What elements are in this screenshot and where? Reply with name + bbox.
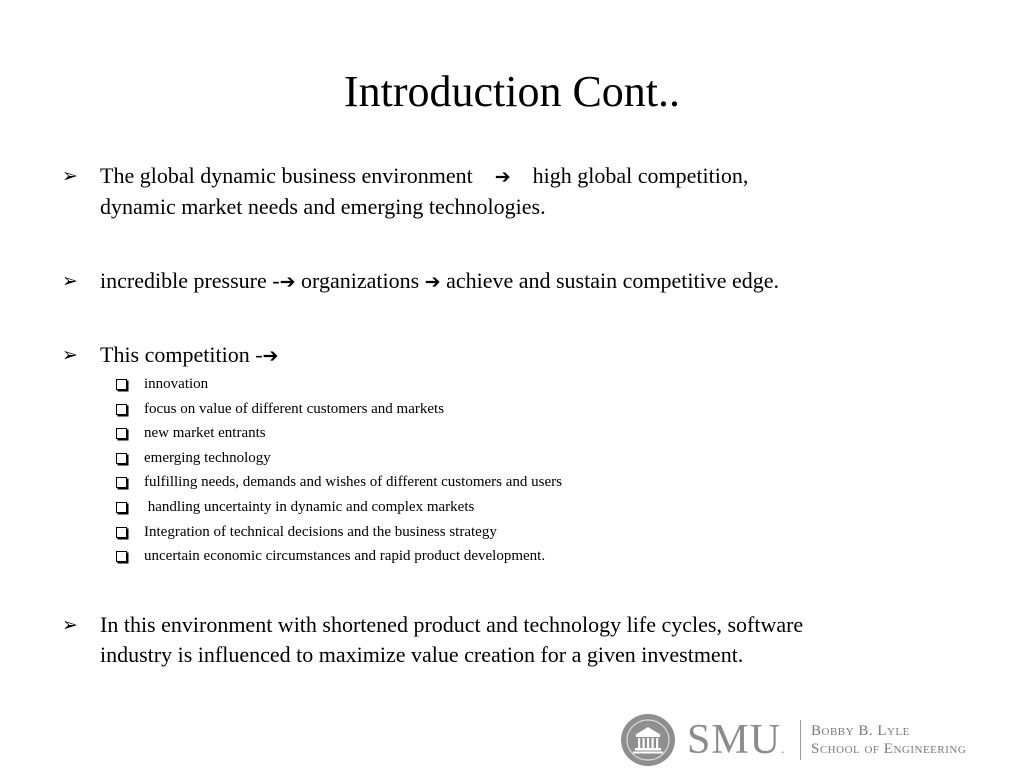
bullet-incredible-pressure (62, 266, 870, 297)
subitem-text: new market entrants (144, 425, 266, 442)
bullet-text: dynamic market needs and emerging technologies. (100, 194, 546, 219)
subitem-text: emerging technology (144, 449, 271, 466)
bullet-text: organizations (295, 268, 425, 293)
checkbox-bullet-icon (116, 379, 127, 390)
list-item (116, 544, 562, 569)
subitem-text: uncertain economic circumstances and rapid product development. (144, 548, 546, 565)
checkbox-bullet-icon (116, 502, 127, 513)
bullet-text: The global dynamic business environment (100, 163, 473, 188)
checkbox-bullet-icon (116, 551, 127, 562)
list-item (116, 421, 562, 446)
smu-wordmark: SMU. (687, 717, 786, 763)
smu-lyle-logo (617, 711, 1024, 767)
bullet-text: In this environment with shortened product and technology life cycles, software industry is influenced to maximize value creation for a given investment. (100, 612, 804, 667)
bullet-this-competition (62, 340, 870, 371)
bullet-text: achieve and sustain competitive edge. (440, 268, 779, 293)
checkbox-bullet-icon (116, 428, 127, 439)
smu-seal-icon (620, 713, 676, 767)
bullet-global-environment (62, 161, 870, 222)
arrowhead-bullet-icon: ➢ (62, 344, 78, 366)
right-arrow-icon: ➔ (262, 345, 279, 367)
checkbox-bullet-icon (116, 404, 127, 415)
school-name-line-2: School of Engineering (811, 741, 967, 757)
school-name-line-1: Bobby B. Lyle (811, 723, 910, 739)
arrowhead-bullet-icon: ➢ (62, 270, 78, 292)
arrowhead-bullet-icon: ➢ (62, 165, 78, 187)
right-arrow-icon: ➔ (279, 271, 296, 293)
subitem-text: fulfilling needs, demands and wishes of different customers and users (144, 474, 562, 491)
list-item (116, 372, 562, 397)
bullet-shortened-life-cycles (62, 610, 840, 670)
competition-subitems-list (116, 372, 562, 569)
school-name (811, 722, 966, 758)
list-item (116, 520, 562, 545)
bullet-text: high global competition, (532, 163, 749, 188)
list-item (116, 495, 562, 520)
logo-divider (800, 720, 801, 760)
bullet-text: incredible pressure - (100, 268, 280, 293)
list-item (116, 397, 562, 422)
right-arrow-icon: ➔ (494, 166, 511, 188)
subitem-text: handling uncertainty in dynamic and complex markets (144, 498, 475, 515)
right-arrow-icon: ➔ (424, 271, 441, 293)
list-item (116, 446, 562, 471)
checkbox-bullet-icon (116, 453, 127, 464)
subitem-text: Integration of technical decisions and the business strategy (144, 523, 497, 540)
checkbox-bullet-icon (116, 477, 127, 488)
bullet-text: This competition - (100, 342, 263, 367)
subitem-text: focus on value of different customers and markets (144, 400, 445, 417)
slide-title: Introduction Cont.. (343, 67, 681, 116)
subitem-text: innovation (144, 376, 209, 392)
arrowhead-bullet-icon: ➢ (62, 614, 78, 636)
list-item (116, 470, 562, 495)
checkbox-bullet-icon (116, 527, 127, 538)
